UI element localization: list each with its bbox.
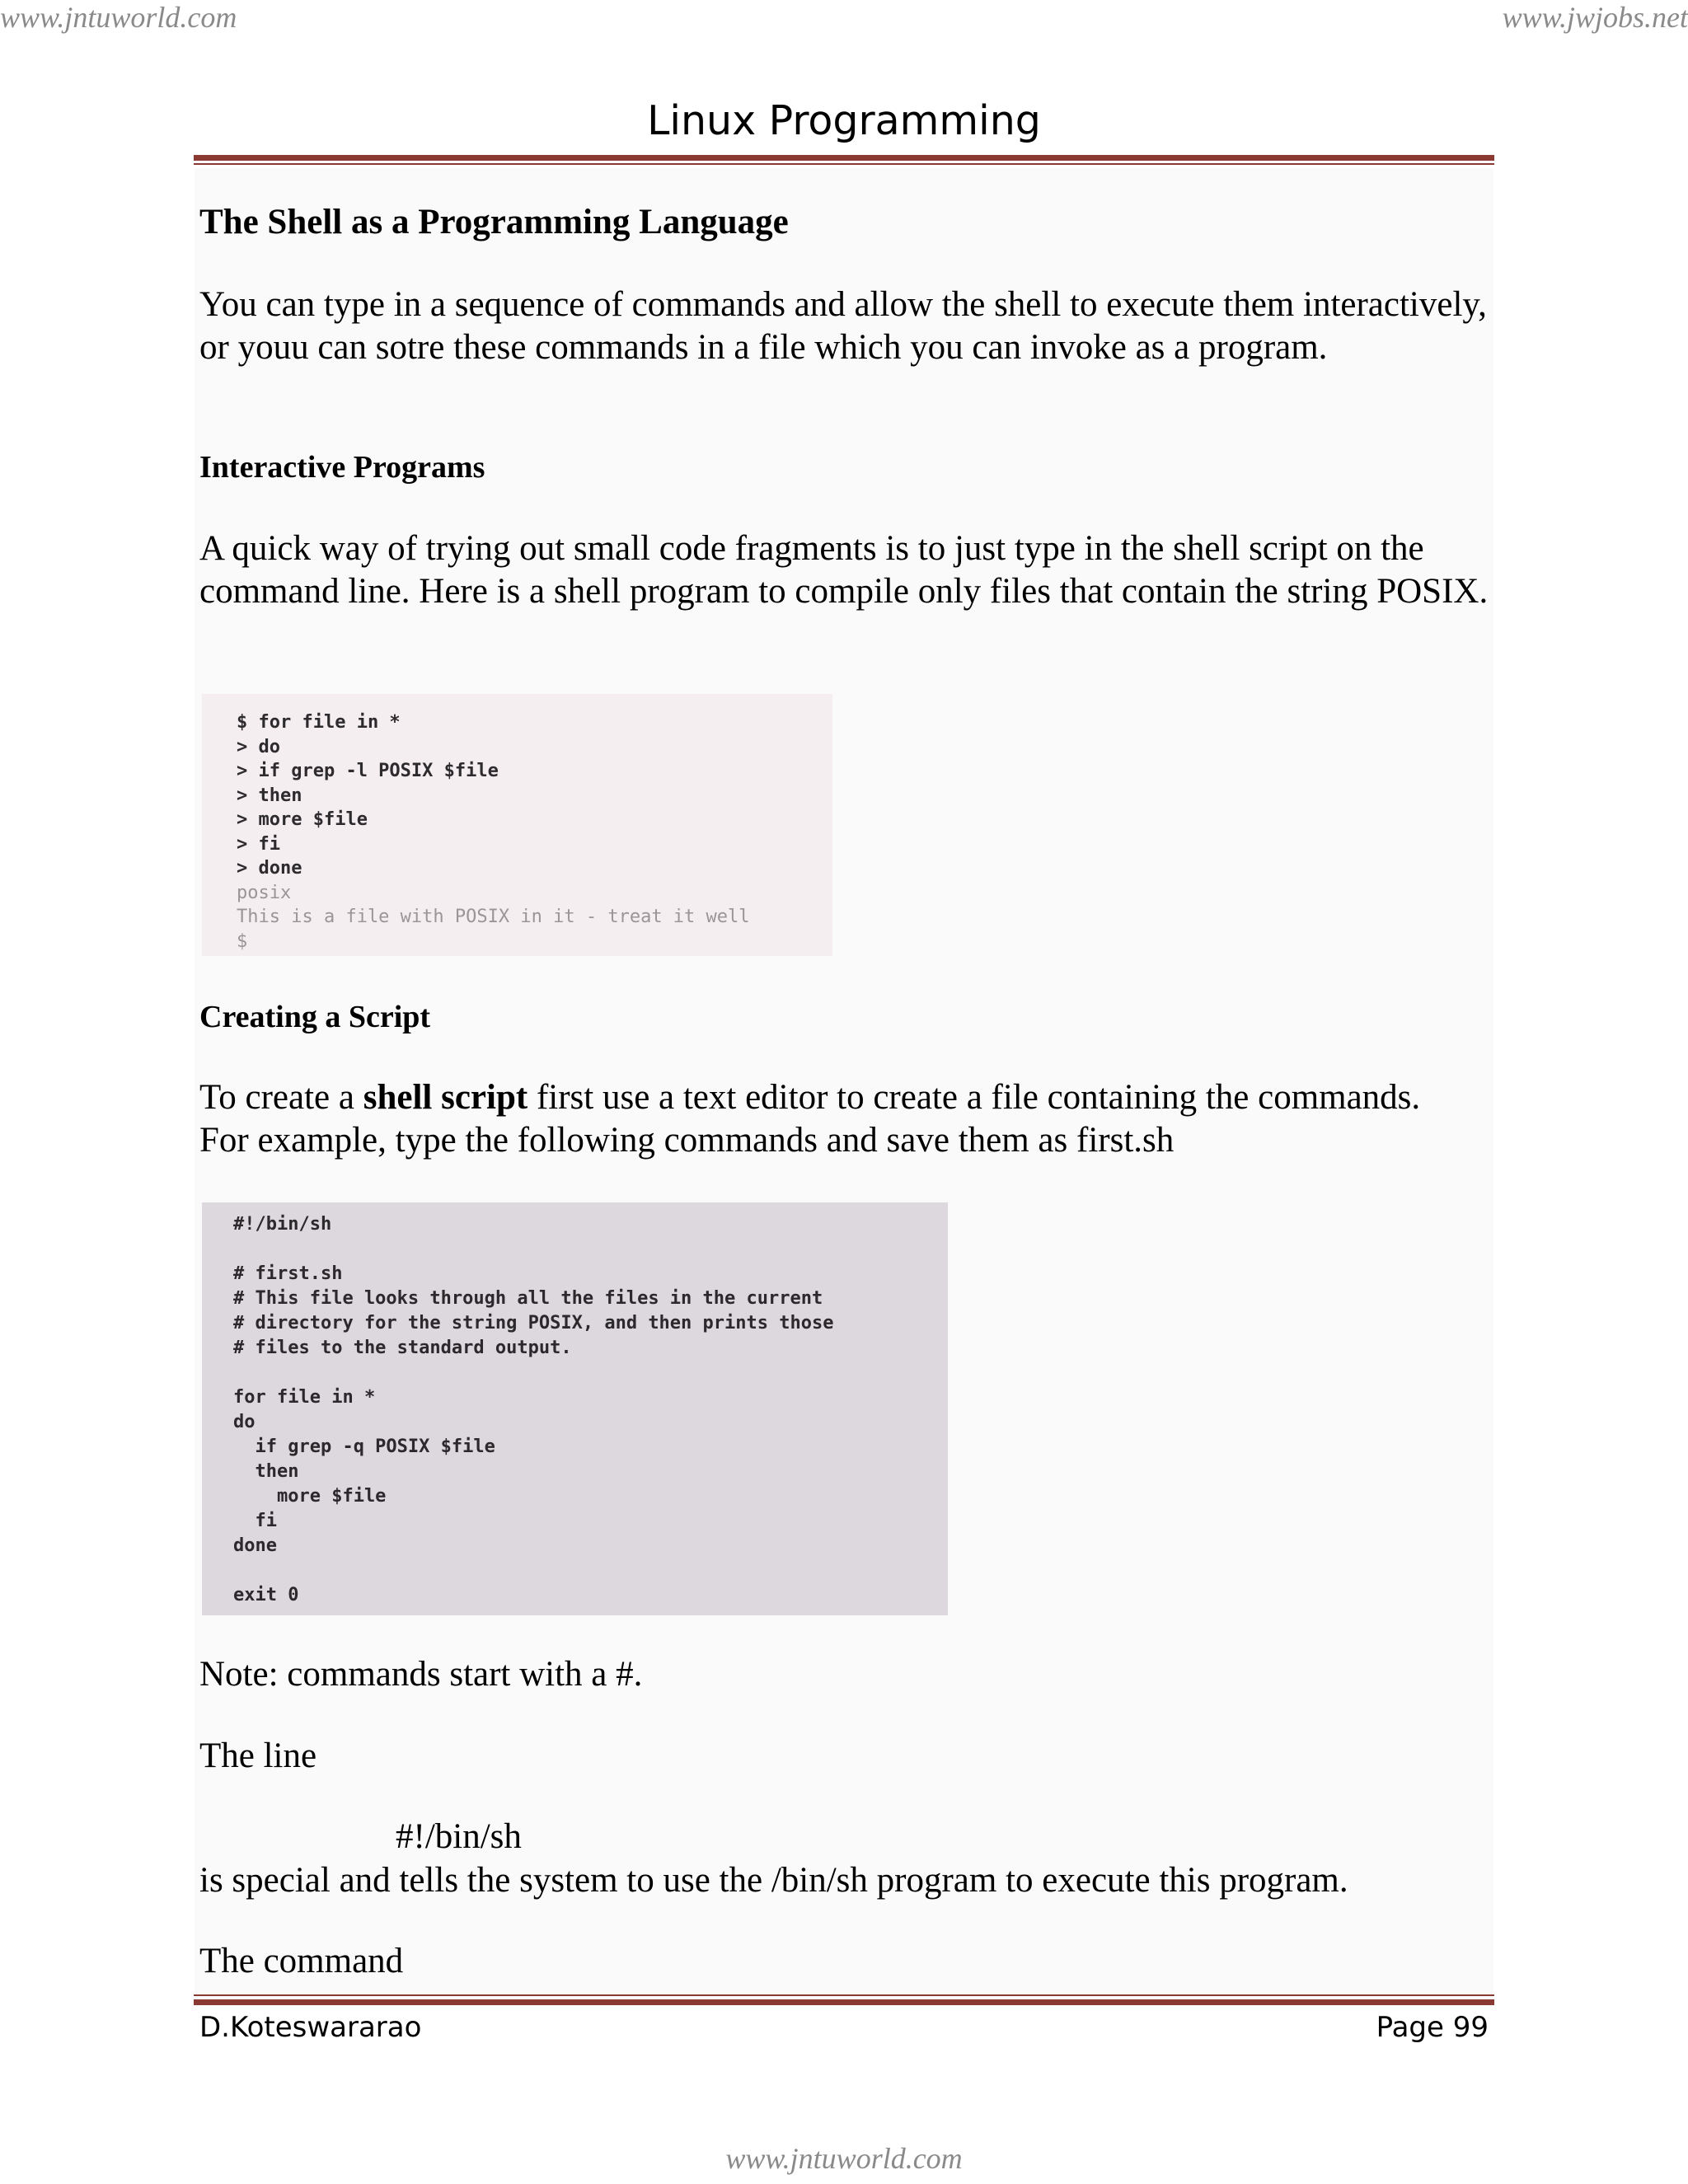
- watermark-top-right: www.jwjobs.net: [1502, 1, 1688, 34]
- creating-heading: Creating a Script: [199, 1000, 431, 1034]
- creating-body: To create a shell script first use a text editor to create a file containing the commands. For example, type the following commands and save them as first.sh: [199, 1078, 1421, 1160]
- section-heading: The Shell as a Programming Language: [199, 203, 789, 241]
- code-line: exit 0: [233, 1585, 299, 1605]
- code-line: # directory for the string POSIX, and then prints those: [233, 1313, 834, 1333]
- code-line: more $file: [233, 1486, 387, 1507]
- code-line: do: [233, 1412, 256, 1432]
- code-line: then: [233, 1461, 299, 1482]
- shebang-explanation: is special and tells the system to use the /bin/sh program to execute this program.: [199, 1861, 1348, 1900]
- first-sh-code-screenshot: [202, 1202, 948, 1615]
- footer-author: D.Koteswararao: [199, 2011, 422, 2044]
- footer-rule-thick: [194, 1999, 1494, 2005]
- output-line: posix: [237, 882, 292, 903]
- footer-page-number: Page 99: [1376, 2011, 1489, 2044]
- code-line: # files to the standard output.: [233, 1338, 572, 1358]
- code-line: [233, 1361, 948, 1385]
- footer-rule-thin: [194, 1994, 1494, 1996]
- command-label: The command: [199, 1942, 404, 1980]
- code-line: $ for file in *: [237, 712, 401, 733]
- code-line: if grep -q POSIX $file: [233, 1436, 495, 1457]
- code-line: > do: [237, 736, 280, 757]
- section-intro: You can type in a sequence of commands and allow the shell to execute them interactively, or youu can sotre these commands in a file which you can invoke as a program.: [199, 285, 1487, 367]
- page-header-title: Linux Programming: [647, 97, 1041, 144]
- code-line: > fi: [237, 833, 280, 855]
- note-text: Note: commands start with a #.: [199, 1655, 643, 1694]
- shell-script-term: shell script: [363, 1078, 528, 1117]
- watermark-bottom: www.jntuworld.com: [725, 2142, 963, 2175]
- code-line: # This file looks through all the files in the current: [233, 1288, 823, 1309]
- code-line: #!/bin/sh: [233, 1214, 332, 1235]
- output-line: $: [237, 930, 248, 952]
- code-line: > if grep -l POSIX $file: [237, 761, 499, 781]
- line-label: The line: [199, 1736, 317, 1775]
- code-line: [233, 1558, 948, 1583]
- code-line: > done: [237, 858, 302, 879]
- code-line: > then: [237, 785, 302, 806]
- code-line: # first.sh: [233, 1263, 343, 1284]
- header-rule-thick: [194, 155, 1494, 161]
- code-line: done: [233, 1535, 277, 1556]
- interactive-body: A quick way of trying out small code fragments is to just type in the shell script on the command line. Here is a shell program to compile only files that contain the string POSIX.: [199, 529, 1489, 611]
- code-line: fi: [233, 1511, 277, 1531]
- interactive-heading: Interactive Programs: [199, 450, 485, 485]
- code-line: for file in *: [233, 1387, 376, 1408]
- header-rule-thin: [194, 163, 1494, 165]
- shebang-example: #!/bin/sh: [396, 1817, 522, 1856]
- output-line: This is a file with POSIX in it - treat it well: [237, 907, 750, 927]
- code-line: [233, 1237, 948, 1262]
- interactive-code-screenshot: [202, 694, 832, 956]
- code-line: > more $file: [237, 809, 368, 830]
- watermark-top-left: www.jntuworld.com: [0, 1, 237, 34]
